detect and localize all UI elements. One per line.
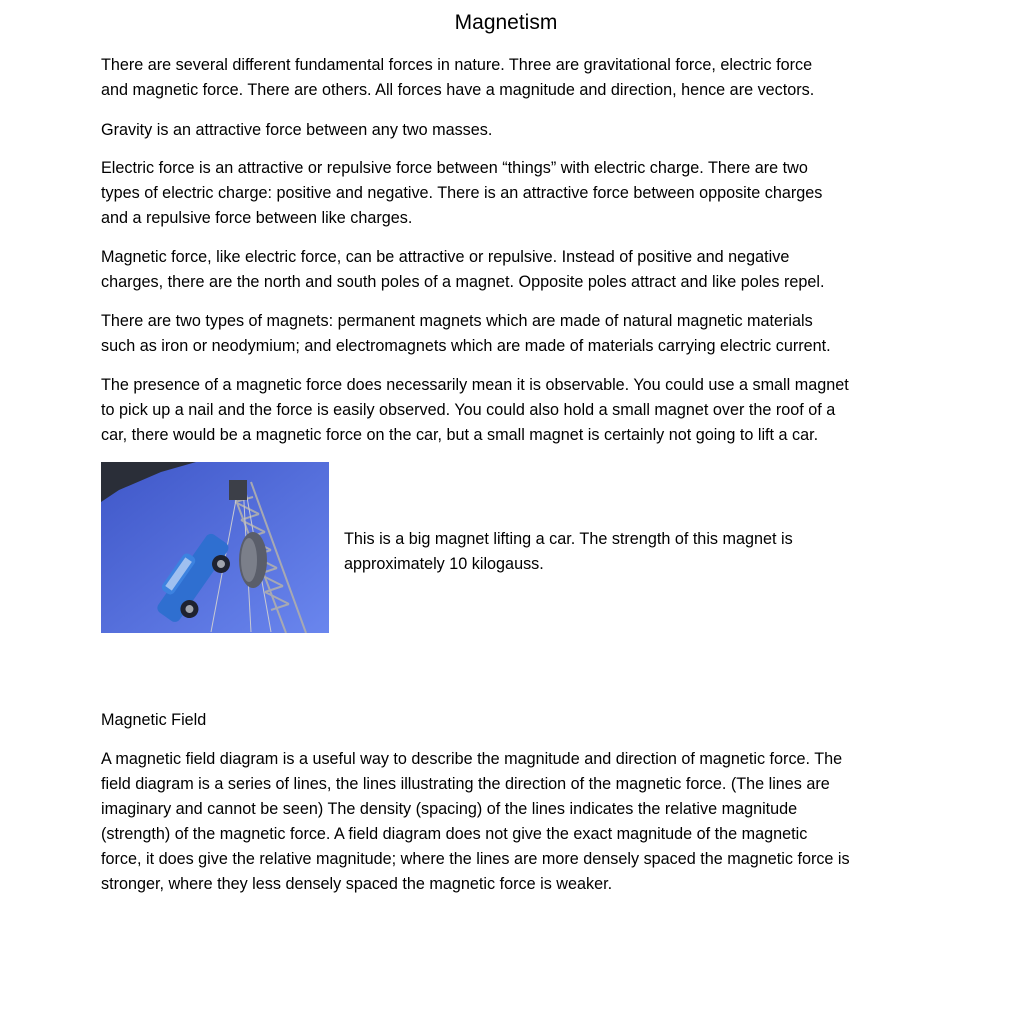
- paragraph-line: force, it does give the relative magnitude; where the lines are more densely spaced the magnetic force is: [101, 850, 850, 868]
- paragraph-line: There are several different fundamental forces in nature. Three are gravitational force, electric force: [101, 56, 813, 74]
- paragraph-line: Magnetic force, like electric force, can be attractive or repulsive. Instead of positive and negative: [101, 248, 790, 266]
- paragraph-line: and magnetic force. There are others. All forces have a magnitude and direction, hence are vectors.: [101, 81, 815, 99]
- paragraph-line: Gravity is an attractive force between any two masses.: [101, 121, 493, 139]
- section-heading: Magnetic Field: [101, 711, 207, 729]
- paragraph-line: types of electric charge: positive and negative. There is an attractive force between opposite charges: [101, 184, 823, 202]
- figure-caption: [344, 527, 904, 577]
- page-title: Magnetism: [454, 11, 558, 34]
- paragraph-line: imaginary and cannot be seen) The density (spacing) of the lines indicates the relative magnitude: [101, 800, 798, 818]
- caption-line: approximately 10 kilogauss.: [344, 555, 544, 573]
- paragraph-line: There are two types of magnets: permanent magnets which are made of natural magnetic materials: [101, 312, 813, 330]
- paragraph-line: field diagram is a series of lines, the lines illustrating the direction of the magnetic force. (The lines are: [101, 775, 830, 793]
- paragraph-line: Electric force is an attractive or repulsive force between “things” with electric charge. There are two: [101, 159, 808, 177]
- magnet-lifting-car-photo: [101, 462, 329, 633]
- caption-line: This is a big magnet lifting a car. The strength of this magnet is: [344, 530, 793, 548]
- paragraph-gravity: [101, 118, 921, 143]
- paragraph-magnetic-field: [101, 747, 921, 897]
- paragraph-line: to pick up a nail and the force is easily observed. You could also hold a small magnet over the roof of a: [101, 401, 836, 419]
- paragraph-line: and a repulsive force between like charges.: [101, 209, 413, 227]
- paragraph-line: (strength) of the magnetic force. A field diagram does not give the exact magnitude of the magnetic: [101, 825, 808, 843]
- paragraph-line: car, there would be a magnetic force on the car, but a small magnet is certainly not going to lift a car.: [101, 426, 819, 444]
- paragraph-line: The presence of a magnetic force does necessarily mean it is observable. You could use a small magnet: [101, 376, 849, 394]
- paragraph-line: charges, there are the north and south poles of a magnet. Opposite poles attract and like poles repel.: [101, 273, 825, 291]
- paragraph-magnet-types: [101, 309, 921, 359]
- paragraph-line: such as iron or neodymium; and electromagnets which are made of materials carrying electric current.: [101, 337, 831, 355]
- paragraph-forces: [101, 53, 921, 103]
- paragraph-observability: [101, 373, 921, 448]
- paragraph-magnetic-force: [101, 245, 921, 295]
- paragraph-electric-force: [101, 156, 921, 231]
- paragraph-line: A magnetic field diagram is a useful way to describe the magnitude and direction of magnetic force. The: [101, 750, 843, 768]
- paragraph-line: stronger, where they less densely spaced the magnetic force is weaker.: [101, 875, 613, 893]
